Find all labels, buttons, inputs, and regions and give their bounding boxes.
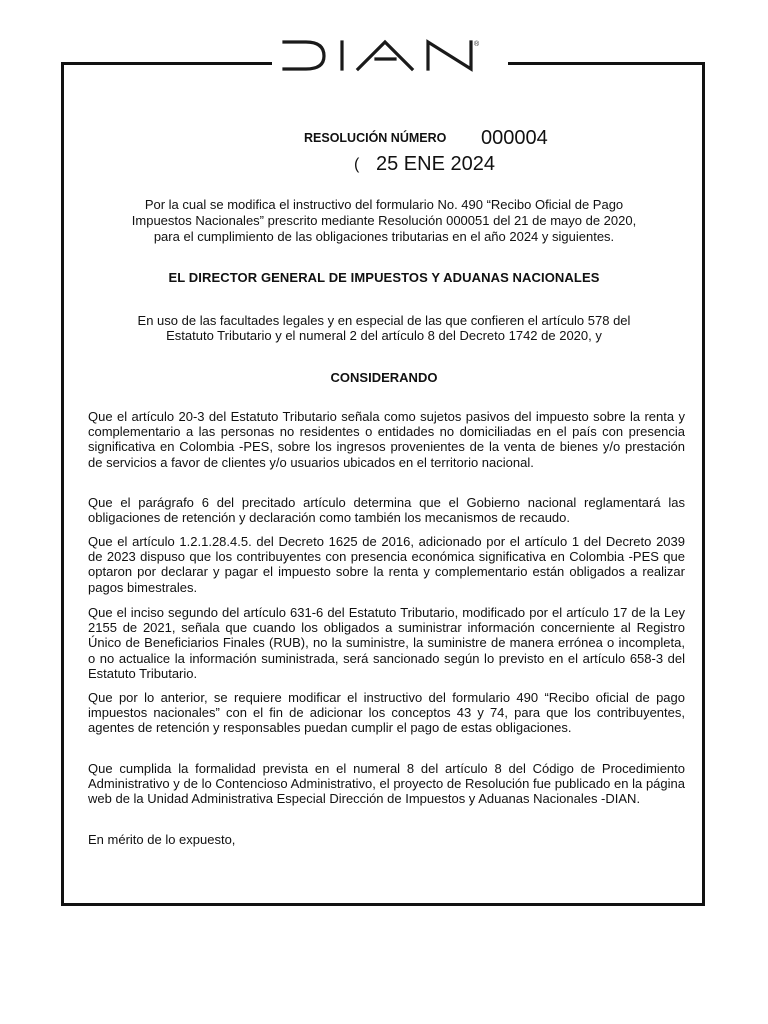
considerando-paragraph: Que cumplida la formalidad prevista en el numeral 8 del artículo 8 del Código de Procedimiento Administrativo y de lo Contencioso Administrativo, el proyecto de Resolución fue publicado en la página web de la Unidad Administrativa Especial Dirección de Impuestos y Aduanas Nacionales -DIAN. — [88, 761, 685, 807]
date-open-paren: ( — [354, 156, 360, 173]
resolution-date: 25 ENE 2024 — [376, 153, 495, 175]
summary-line: Por la cual se modifica el instructivo del formulario No. 490 “Recibo Oficial de Pago — [144, 197, 624, 212]
summary-line: Impuestos Nacionales” prescrito mediante Resolución 000051 del 21 de mayo de 2020, — [131, 213, 637, 228]
summary-line: para el cumplimiento de las obligaciones tributarias en el año 2024 y siguientes. — [153, 229, 615, 244]
considerando-paragraph: Que el parágrafo 6 del precitado artículo determina que el Gobierno nacional reglamentará las obligaciones de retención y declaración como también los mecanismos de recaudo. — [88, 495, 685, 526]
registered-mark: ® — [474, 41, 480, 48]
powers-line: Estatuto Tributario y el numeral 2 del artículo 8 del Decreto 1742 de 2020, y — [166, 328, 602, 343]
closing-line: En mérito de lo expuesto, — [88, 832, 236, 847]
powers-line: En uso de las facultades legales y en especial de las que confieren el artículo 578 del — [137, 313, 631, 328]
considerando-paragraph: Que el inciso segundo del artículo 631-6 del Estatuto Tributario, modificado por el artículo 17 de la Ley 2155 de 2021, señala que cuando los obligados a suministrar información concerniente al Registro Único de Beneficiarios Finales (RUB), no la suministre, la suministre de manera errónea o incompleta, o no actualice la información suministrada, será sancionado según lo previsto en el artículo 658-3 del Estatuto Tributario. — [88, 605, 685, 681]
authority-powers — [85, 313, 683, 343]
resolution-number: 000004 — [481, 127, 548, 149]
considerando-heading: CONSIDERANDO — [330, 370, 438, 385]
considerando-paragraph: Que el artículo 1.2.1.28.4.5. del Decreto 1625 de 2016, adicionado por el artículo 1 del Decreto 2039 de 2023 dispuso que los contribuyentes con presencia económica significativa en Colombia -PES que optaron por declarar y pagar el impuesto sobre la renta y complementario están obligados a realizar pagos bimestrales. — [88, 534, 685, 595]
resolution-summary — [85, 197, 683, 245]
dian-logo-mark — [272, 34, 508, 74]
authority-title: EL DIRECTOR GENERAL DE IMPUESTOS Y ADUANAS NACIONALES — [168, 270, 600, 285]
considerando-paragraph: Que por lo anterior, se requiere modificar el instructivo del formulario 490 “Recibo oficial de pago impuestos nacionales” con el fin de adicionar los conceptos 43 y 74, para que los contribuyentes, agentes de retención y responsables puedan cumplir el pago de estas obligaciones. — [88, 690, 685, 736]
considerando-paragraph: Que el artículo 20-3 del Estatuto Tributario señala como sujetos pasivos del impuesto sobre la renta y complementario a las personas no residentes o entidades no domiciliadas en el país con presencia significativa en Colombia -PES, sobre los ingresos provenientes de la venta de bienes y/o prestación de servicios a favor de clientes y/o usuarios ubicados en el territorio nacional. — [88, 409, 685, 470]
resolution-label: RESOLUCIÓN NÚMERO — [304, 131, 447, 145]
dian-logo — [272, 34, 508, 74]
